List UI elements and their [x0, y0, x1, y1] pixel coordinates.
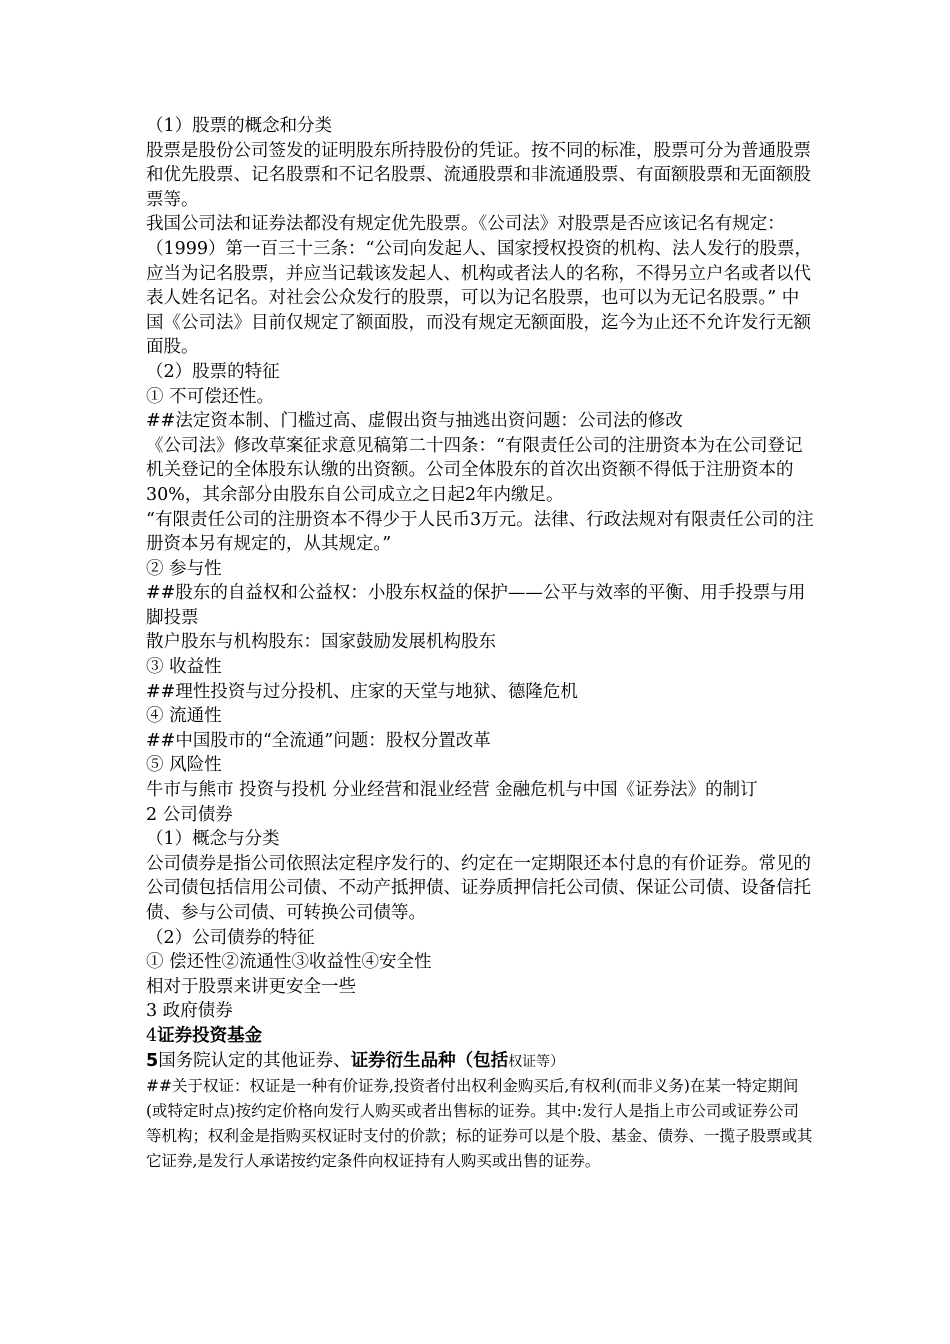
heading-text-a: 国务院认定的其他证券、 [158, 1050, 351, 1071]
heading-investment-funds [146, 1024, 814, 1049]
heading-other-securities [146, 1049, 814, 1075]
heading-number: 4 [146, 1025, 158, 1046]
feature-participation: ② 参与性 [146, 558, 222, 579]
note-speculation: ##理性投资与过分投机、庄家的天堂与地狱、德隆危机 [146, 681, 578, 702]
note-legal-capital: ##法定资本制、门槛过高、虚假出资与抽逃出资问题：公司法的修改 [146, 411, 683, 432]
paragraph-registered-capital: “有限责任公司的注册资本不得少于人民币3万元。法律、行政法规对有限责任公司的注册资本另有规定的，从其规定。” [146, 509, 814, 555]
subheading-stock-concept: （1）股票的概念和分类 [146, 116, 333, 136]
paragraph-market-topics: 牛市与熊市 投资与投机 分业经营和混业经营 金融危机与中国《证券法》的制订 [146, 780, 758, 801]
subheading-bond-concept: （1）概念与分类 [146, 829, 280, 850]
feature-profitability: ③ 收益性 [146, 657, 222, 678]
paragraph-retail-institutional: 散户股东与机构股东：国家鼓励发展机构股东 [146, 632, 496, 653]
bond-feature-list: ① 偿还性②流通性③收益性④安全性 [146, 952, 432, 973]
heading-text: 证券投资基金 [157, 1025, 263, 1046]
subheading-stock-features: （2）股票的特征 [146, 361, 280, 382]
note-warrants: ##关于权证：权证是一种有价证券,投资者付出权利金购买后,有权利(而非义务)在某一特定期间(或特定时点)按约定价格向发行人购买或者出售标的证券。其中:发行人是指上市公司或证券公司等机构；权利金是指购买权证时支付的价款；标的证券可以是个股、基金、债券、一揽子股票或其它证券,是发行人承诺按约定条件向权证持有人购买或出售的证券。 [146, 1077, 813, 1171]
note-shareholder-rights: ##股东的自益权和公益权：小股东权益的保护——公平与效率的平衡、用手投票与用脚投票 [146, 583, 806, 628]
heading-corporate-bonds: 2 公司债券 [146, 804, 233, 825]
document-body [146, 114, 814, 1174]
feature-risk: ⑤ 风险性 [146, 755, 222, 776]
subheading-bond-features: （2）公司债券的特征 [146, 927, 315, 948]
paragraph-draft-article-24: 《公司法》修改草案征求意见稿第二十四条：“有限责任公司的注册资本为在公司登记机关登记的全体股东认缴的出资额。公司全体股东的首次出资额不得低于注册资本的30%，其余部分由股东自公司成立之日起2年内缴足。 [146, 435, 803, 505]
heading-number: 5 [146, 1050, 159, 1071]
feature-irredeemable: ① 不可偿还性。 [146, 386, 275, 407]
heading-text-b: 证券衍生品种（包括 [350, 1050, 509, 1071]
heading-government-bonds: 3 政府债券 [146, 1001, 233, 1022]
heading-text-c: 权证等） [508, 1053, 565, 1070]
paragraph-company-law: 我国公司法和证券法都没有规定优先股票。《公司法》对股票是否应该记名有规定：（1999）第一百三十三条：“公司向发起人、国家授权投资的机构、法人发行的股票，应当为记名股票，并应当记载该发起人、机构或者法人的名称，不得另立户名或者以代表人姓名记名。对社会公众发行的股票，可以为记名股票，也可以为无记名股票。” 中国《公司法》目前仅规定了额面股，而没有规定无额面股，迄今为止还不允许发行无额面股。 [146, 214, 812, 358]
paragraph-bond-safety: 相对于股票来讲更安全一些 [146, 976, 356, 997]
note-full-circulation: ##中国股市的“全流通”问题：股权分置改革 [146, 730, 491, 751]
feature-liquidity: ④ 流通性 [146, 706, 222, 727]
paragraph-bond-definition: 公司债券是指公司依照法定程序发行的、约定在一定期限还本付息的有价证券。常见的公司债包括信用公司债、不动产抵押债、证券质押信托公司债、保证公司债、设备信托债、参与公司债、可转换公司债等。 [146, 853, 811, 923]
paragraph-stock-definition: 股票是股份公司签发的证明股东所持股份的凭证。按不同的标准，股票可分为普通股票和优先股票、记名股票和不记名股票、流通股票和非流通股票、有面额股票和无面额股票等。 [146, 140, 811, 210]
